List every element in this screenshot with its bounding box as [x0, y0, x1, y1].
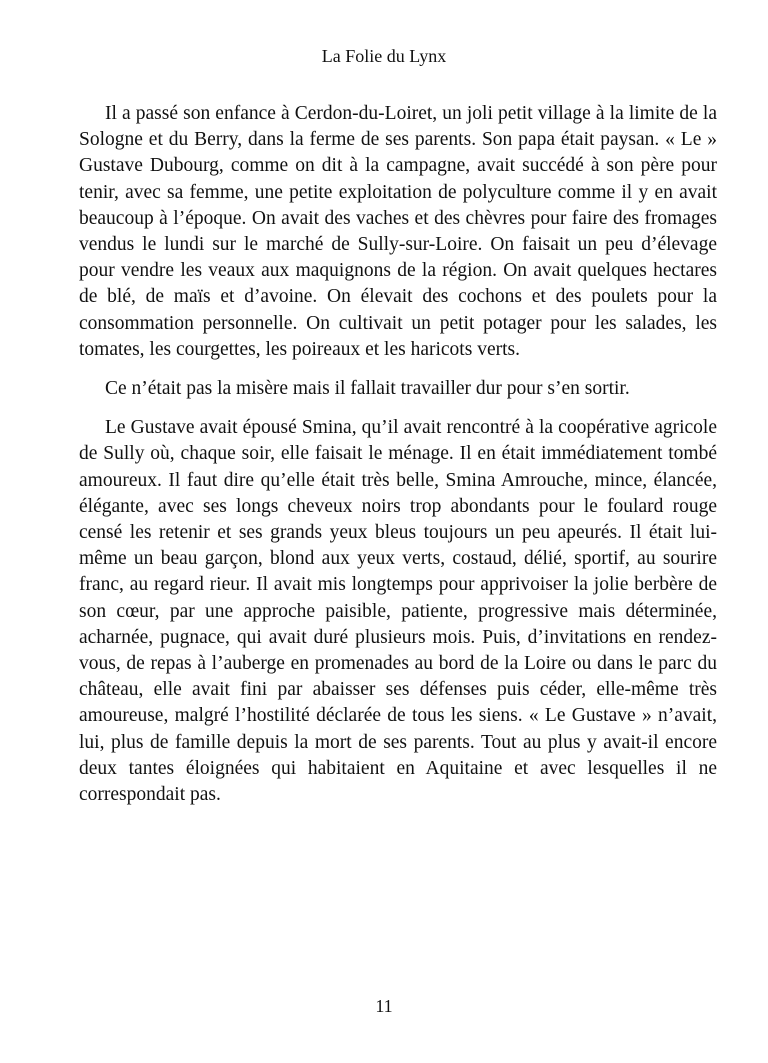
paragraph-hard-work: Ce n’était pas la misère mais il fallait travailler dur pour s’en sortir.: [105, 378, 630, 400]
paragraph-marriage: Le Gustave avait épousé Smina, qu’il avait rencontré à la coopérative agricole de Sully où, chaque soir, elle faisait le ménage. Il en était immédiatement tombé amoureux. Il faut dire qu’elle était très belle, Smina Amrouche, mince, élancée, élégante, avec ses longs cheveux noirs trop abondants pour le foulard rouge censé les retenir et ses grands yeux bleus toujours un peu apeurés. Il était lui-même un beau garçon, blond aux yeux verts, costaud, délié, sportif, au sourire franc, au regard rieur. Il avait mis longtemps pour apprivoiser la jolie berbère de son cœur, par une approche paisible, patiente, progressive mais déterminée, acharnée, pugnace, qui avait duré plusieurs mois. Puis, d’invitations en rendez-vous, de repas à l’auberge en promenades au bord de la Loire ou dans le parc du château, elle avait fini par abaisser ses défenses puis céder, elle-même très amoureuse, malgré l’hostilité déclarée de tous les siens. « Le Gustave » n’avait, lui, plus de famille depuis la mort de ses parents. Tout au plus y avait-il encore deux tantes éloignées qui habitaient en Aquitaine et avec lesquelles il ne correspondait pas.: [79, 417, 717, 806]
paragraph-childhood: Il a passé son enfance à Cerdon-du-Loiret, un joli petit village à la limite de la Sologne et du Berry, dans la ferme de ses parents. Son papa était paysan. « Le » Gustave Dubourg, comme on dit à la campagne, avait succédé à son père pour tenir, avec sa femme, une petite exploitation de polyculture comme il y en avait beaucoup à l’époque. On avait des vaches et des chèvres pour faire des fromages vendus le lundi sur le marché de Sully-sur-Loire. On faisait un peu d’élevage pour vendre les veaux aux maquignons de la région. On avait quelques hectares de blé, de maïs et d’avoine. On élevait des cochons et des poulets pour la consommation personnelle. On cultivait un petit potager pour les salades, les tomates, les courgettes, les poireaux et les haricots verts.: [79, 103, 717, 360]
page-number: 11: [375, 996, 393, 1016]
body-text: [79, 101, 717, 821]
running-header: La Folie du Lynx: [321, 46, 447, 66]
